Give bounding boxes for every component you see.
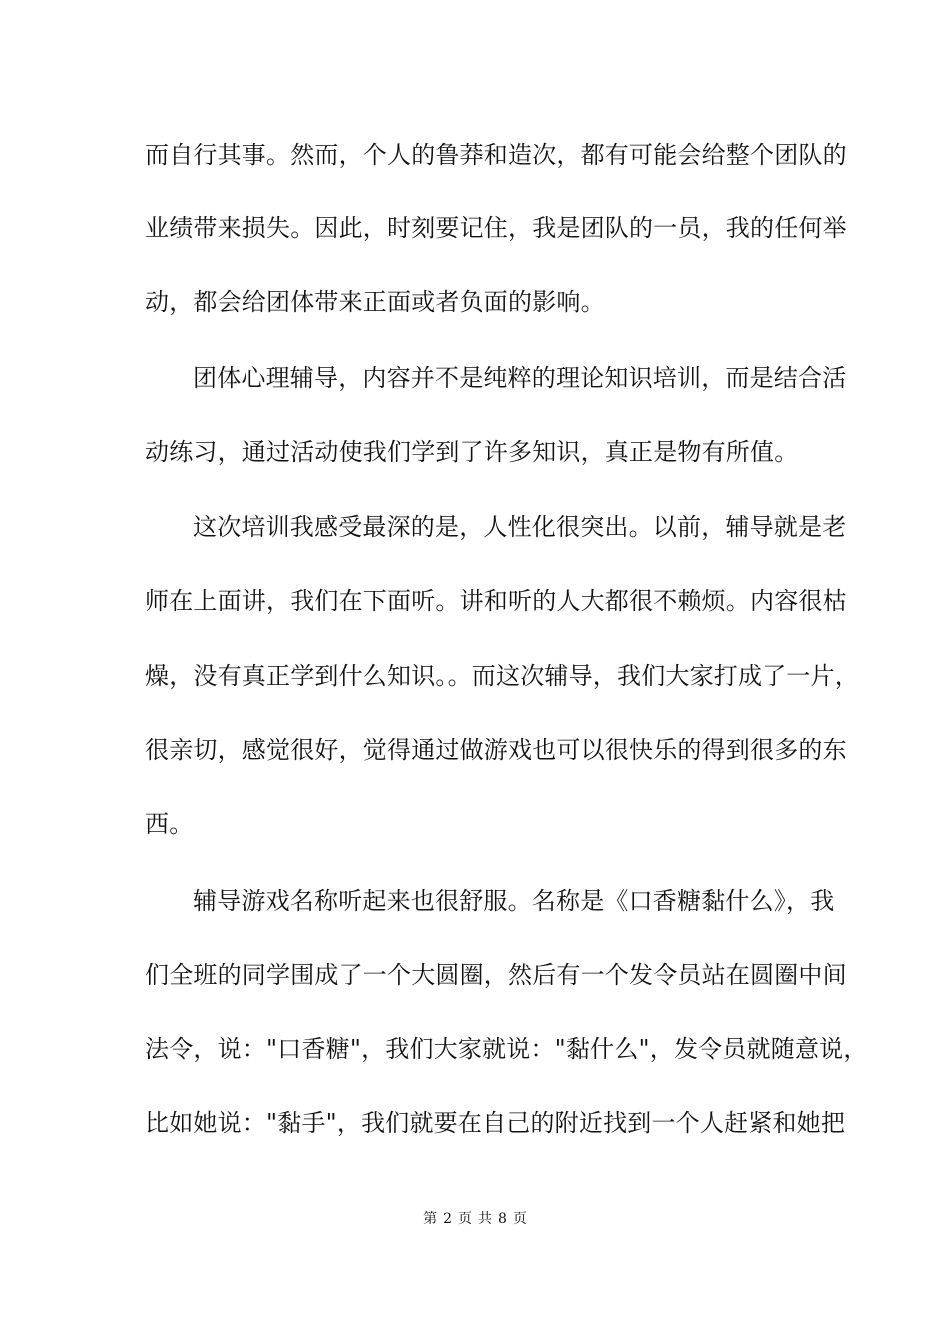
page-footer: [0, 1210, 950, 1228]
paragraph-line: 比如她说："黏手"，我们就要在自己的附近找到一个人赶紧和她把: [145, 1109, 846, 1137]
paragraph-line: 法令，说："口香糖"，我们大家就说："黏什么"，发令员就随意说，: [145, 1035, 868, 1063]
paragraph-line: 燥，没有真正学到什么知识。。而这次辅导，我们大家打成了一片，: [145, 662, 859, 690]
paragraph-line: 师在上面讲，我们在下面听。讲和听的人大都很不赖烦。内容很枯: [145, 587, 847, 615]
footer-suffix: 页: [512, 1211, 527, 1227]
paragraph-line: 很亲切，感觉很好，觉得通过做游戏也可以很快乐的得到很多的东: [145, 736, 847, 764]
paragraph-line: 们全班的同学围成了一个大圆圈，然后有一个发令员站在圆圈中间: [145, 961, 847, 989]
paragraph-line: 业绩带来损失。因此，时刻要记住，我是团队的一员，我的任何举: [145, 214, 847, 242]
paragraph-line: 而自行其事。然而，个人的鲁莽和造次，都有可能会给整个团队的: [145, 141, 847, 169]
paragraph-line: 动，都会给团体带来正面或者负面的影响。: [145, 288, 605, 316]
paragraph-line: 团体心理辅导，内容并不是纯粹的理论知识培训，而是结合活: [193, 364, 847, 392]
footer-total-pages: 8: [498, 1211, 507, 1227]
paragraph-line: 动练习，通过活动使我们学到了许多知识，真正是物有所值。: [145, 438, 799, 466]
paragraph-line: 辅导游戏名称听起来也很舒服。名称是《口香糖黏什么》，我: [193, 887, 835, 915]
paragraph-line: 西。: [145, 810, 194, 838]
paragraph-line: 这次培训我感受最深的是，人性化很突出。以前，辅导就是老: [193, 513, 847, 541]
footer-page-word: 页: [458, 1211, 472, 1227]
footer-current-page: 2: [443, 1211, 452, 1227]
footer-total-word: 共: [478, 1211, 492, 1227]
footer-prefix: 第: [423, 1211, 438, 1227]
